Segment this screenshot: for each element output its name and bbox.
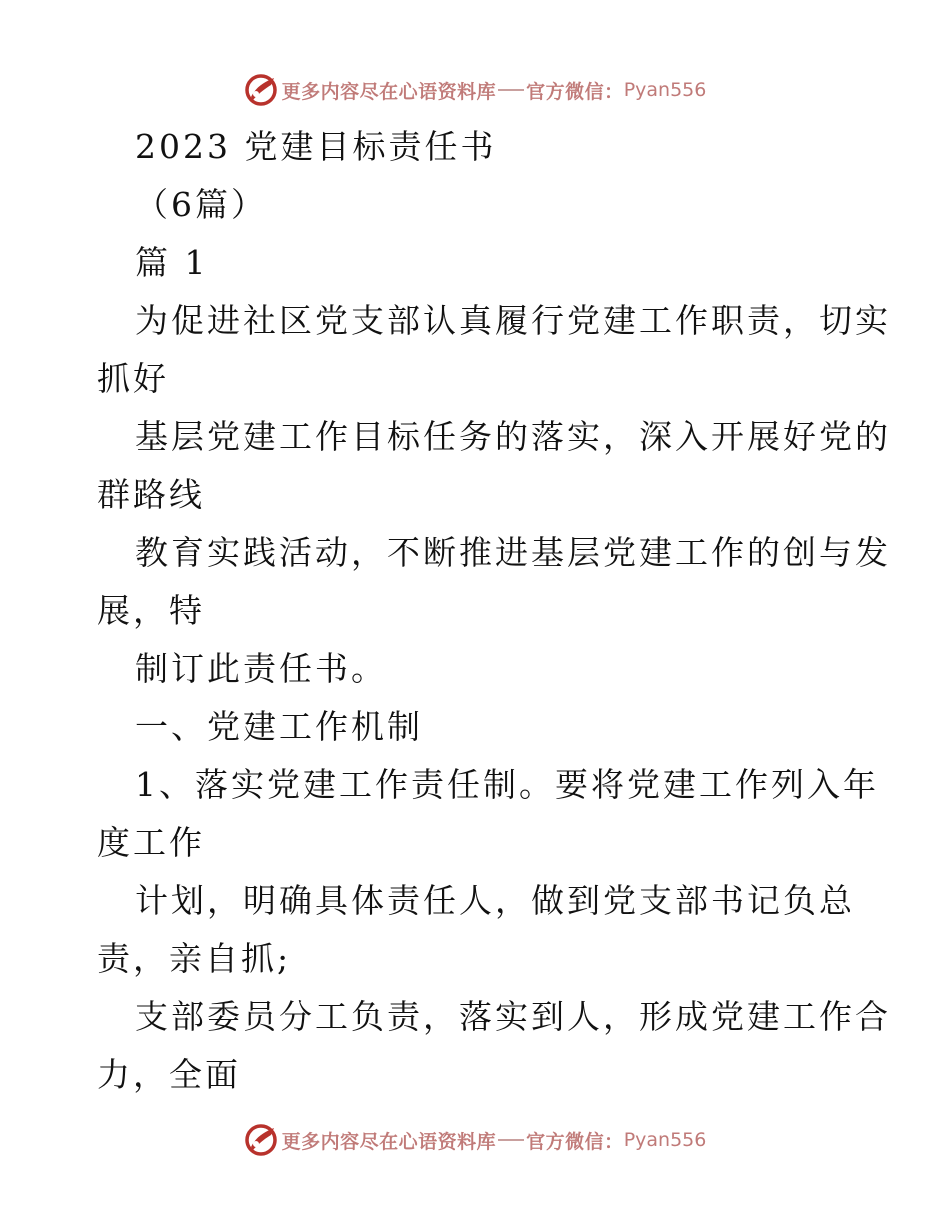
banner-account-id: Pyan556	[623, 1129, 707, 1151]
paragraph-line: 1、落实党建工作责任制。要将党建工作列入年	[135, 765, 879, 804]
paragraph-line: 制订此责任书。	[135, 649, 387, 688]
paragraph-line: 为促进社区党支部认真履行党建工作职责，切实	[135, 301, 891, 340]
banner-account-id: Pyan556	[623, 79, 707, 101]
paragraph-line: 展，特	[97, 591, 205, 630]
paragraph-line: 计划，明确具体责任人，做到党支部书记负总	[135, 881, 855, 920]
paragraph-line: 基层党建工作目标任务的落实，深入开展好党的	[135, 417, 891, 456]
paragraph-line: 群路线	[97, 475, 205, 514]
banner-separator	[498, 89, 524, 91]
banner-account-label: 官方微信：	[526, 80, 624, 103]
document-body	[97, 118, 891, 1104]
document-title: 2023 党建目标责任书	[135, 127, 497, 166]
paragraph-line: 教育实践活动，不断推进基层党建工作的创与发	[135, 533, 891, 572]
banner-text: 更多内容尽在心语资料库	[281, 80, 497, 103]
paragraph-line: 力，全面	[97, 1055, 241, 1094]
section-heading: 篇 1	[135, 243, 209, 282]
paragraph-line: 度工作	[97, 823, 205, 862]
paragraph-line: 支部委员分工负责，落实到人，形成党建工作合	[135, 997, 891, 1036]
banner-text: 更多内容尽在心语资料库	[281, 1130, 497, 1153]
section-heading: 一、党建工作机制	[135, 707, 423, 746]
banner-separator	[498, 1139, 524, 1141]
document-subtitle: （6篇）	[135, 185, 267, 224]
footer-banner	[0, 1120, 950, 1160]
banner-account-label: 官方微信：	[526, 1130, 624, 1153]
red-circular-pen-logo-icon	[244, 1123, 278, 1157]
header-banner	[0, 70, 950, 110]
red-circular-pen-logo-icon	[244, 73, 278, 107]
paragraph-line: 抓好	[97, 359, 169, 398]
paragraph-line: 责，亲自抓;	[97, 939, 292, 978]
